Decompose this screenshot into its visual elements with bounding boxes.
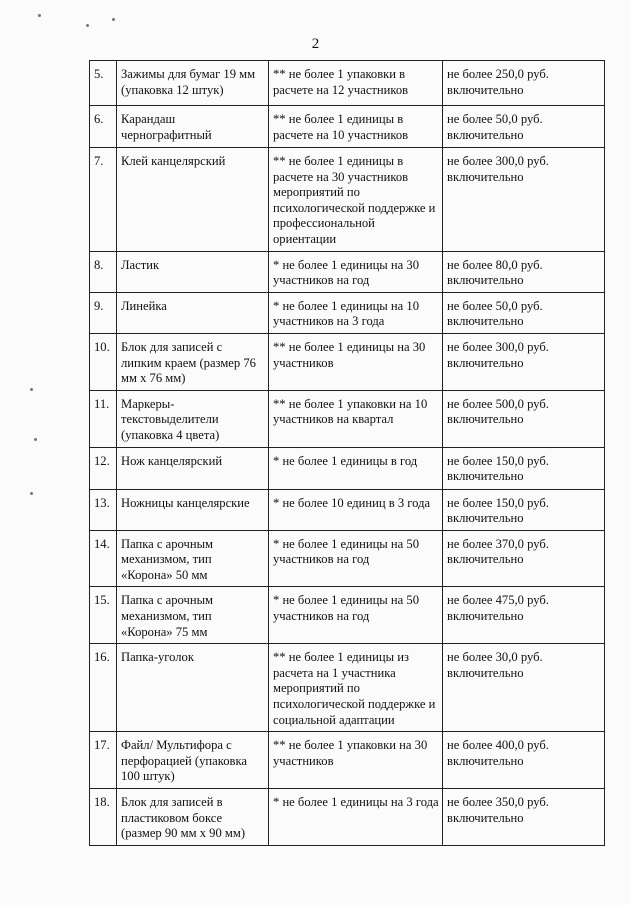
item-name: Линейка	[117, 292, 269, 333]
table-row	[90, 644, 605, 732]
item-name: Ножницы канцелярские	[117, 489, 269, 530]
item-name: Блок для записей с липким краем (размер 76 мм х 76 мм)	[117, 333, 269, 390]
row-number: 7.	[90, 148, 117, 252]
item-name: Блок для записей в пластиковом боксе (размер 90 мм х 90 мм)	[117, 789, 269, 846]
item-price: не более 80,0 руб. включительно	[443, 251, 605, 292]
item-norm: * не более 1 единицы на 3 года	[269, 789, 443, 846]
item-norm: ** не более 1 единицы в расчете на 30 участников мероприятий по психологической поддержке и профессиональной ориентации	[269, 148, 443, 252]
item-price: не более 500,0 руб. включительно	[443, 390, 605, 447]
item-price: не более 250,0 руб. включительно	[443, 61, 605, 106]
row-number: 17.	[90, 732, 117, 789]
table-row	[90, 148, 605, 252]
item-name: Клей канцелярский	[117, 148, 269, 252]
row-number: 11.	[90, 390, 117, 447]
scan-speck	[30, 388, 33, 391]
row-number: 5.	[90, 61, 117, 106]
table-row	[90, 292, 605, 333]
item-norm: * не более 1 единицы на 10 участников на 3 года	[269, 292, 443, 333]
item-price: не более 350,0 руб. включительно	[443, 789, 605, 846]
item-norm: * не более 1 единицы на 50 участников на год	[269, 530, 443, 587]
page-number: 2	[311, 36, 320, 52]
item-name: Файл/ Мультифора с перфорацией (упаковка 100 штук)	[117, 732, 269, 789]
table-row	[90, 447, 605, 489]
item-norm: * не более 10 единиц в 3 года	[269, 489, 443, 530]
row-number: 18.	[90, 789, 117, 846]
item-norm: ** не более 1 упаковки в расчете на 12 участников	[269, 61, 443, 106]
item-name: Карандаш чернографитный	[117, 106, 269, 148]
table-row	[90, 789, 605, 846]
item-price: не более 150,0 руб. включительно	[443, 489, 605, 530]
row-number: 14.	[90, 530, 117, 587]
item-name: Папка с арочным механизмом, тип «Корона» 75 мм	[117, 587, 269, 644]
item-price: не более 50,0 руб. включительно	[443, 292, 605, 333]
table-row	[90, 61, 605, 106]
item-name: Зажимы для бумаг 19 мм (упаковка 12 штук)	[117, 61, 269, 106]
item-name: Ластик	[117, 251, 269, 292]
item-name: Маркеры-текстовыделители (упаковка 4 цвета)	[117, 390, 269, 447]
item-price: не более 370,0 руб. включительно	[443, 530, 605, 587]
scan-speck	[86, 24, 89, 27]
item-price: не более 300,0 руб. включительно	[443, 148, 605, 252]
item-price: не более 400,0 руб. включительно	[443, 732, 605, 789]
item-norm: ** не более 1 единицы из расчета на 1 участника мероприятий по психологической поддержке и социальной адаптации	[269, 644, 443, 732]
item-name: Нож канцелярский	[117, 447, 269, 489]
item-name: Папка-уголок	[117, 644, 269, 732]
row-number: 10.	[90, 333, 117, 390]
item-name: Папка с арочным механизмом, тип «Корона» 50 мм	[117, 530, 269, 587]
item-price: не более 150,0 руб. включительно	[443, 447, 605, 489]
table-row	[90, 732, 605, 789]
table-row	[90, 489, 605, 530]
row-number: 16.	[90, 644, 117, 732]
table-row	[90, 530, 605, 587]
row-number: 12.	[90, 447, 117, 489]
supplies-table	[89, 60, 605, 846]
item-norm: * не более 1 единицы на 50 участников на год	[269, 587, 443, 644]
row-number: 13.	[90, 489, 117, 530]
item-norm: * не более 1 единицы в год	[269, 447, 443, 489]
item-price: не более 300,0 руб. включительно	[443, 333, 605, 390]
row-number: 15.	[90, 587, 117, 644]
row-number: 8.	[90, 251, 117, 292]
table-row	[90, 106, 605, 148]
table-row	[90, 333, 605, 390]
item-norm: ** не более 1 упаковки на 10 участников на квартал	[269, 390, 443, 447]
scan-speck	[112, 18, 115, 21]
item-price: не более 50,0 руб. включительно	[443, 106, 605, 148]
scan-speck	[34, 438, 37, 441]
item-norm: * не более 1 единицы на 30 участников на год	[269, 251, 443, 292]
item-norm: ** не более 1 упаковки на 30 участников	[269, 732, 443, 789]
scan-speck	[30, 492, 33, 495]
item-norm: ** не более 1 единицы в расчете на 10 участников	[269, 106, 443, 148]
row-number: 6.	[90, 106, 117, 148]
row-number: 9.	[90, 292, 117, 333]
item-norm: ** не более 1 единицы на 30 участников	[269, 333, 443, 390]
item-price: не более 475,0 руб. включительно	[443, 587, 605, 644]
table-row	[90, 587, 605, 644]
item-price: не более 30,0 руб. включительно	[443, 644, 605, 732]
table-row	[90, 390, 605, 447]
table-row	[90, 251, 605, 292]
scan-speck	[38, 14, 41, 17]
